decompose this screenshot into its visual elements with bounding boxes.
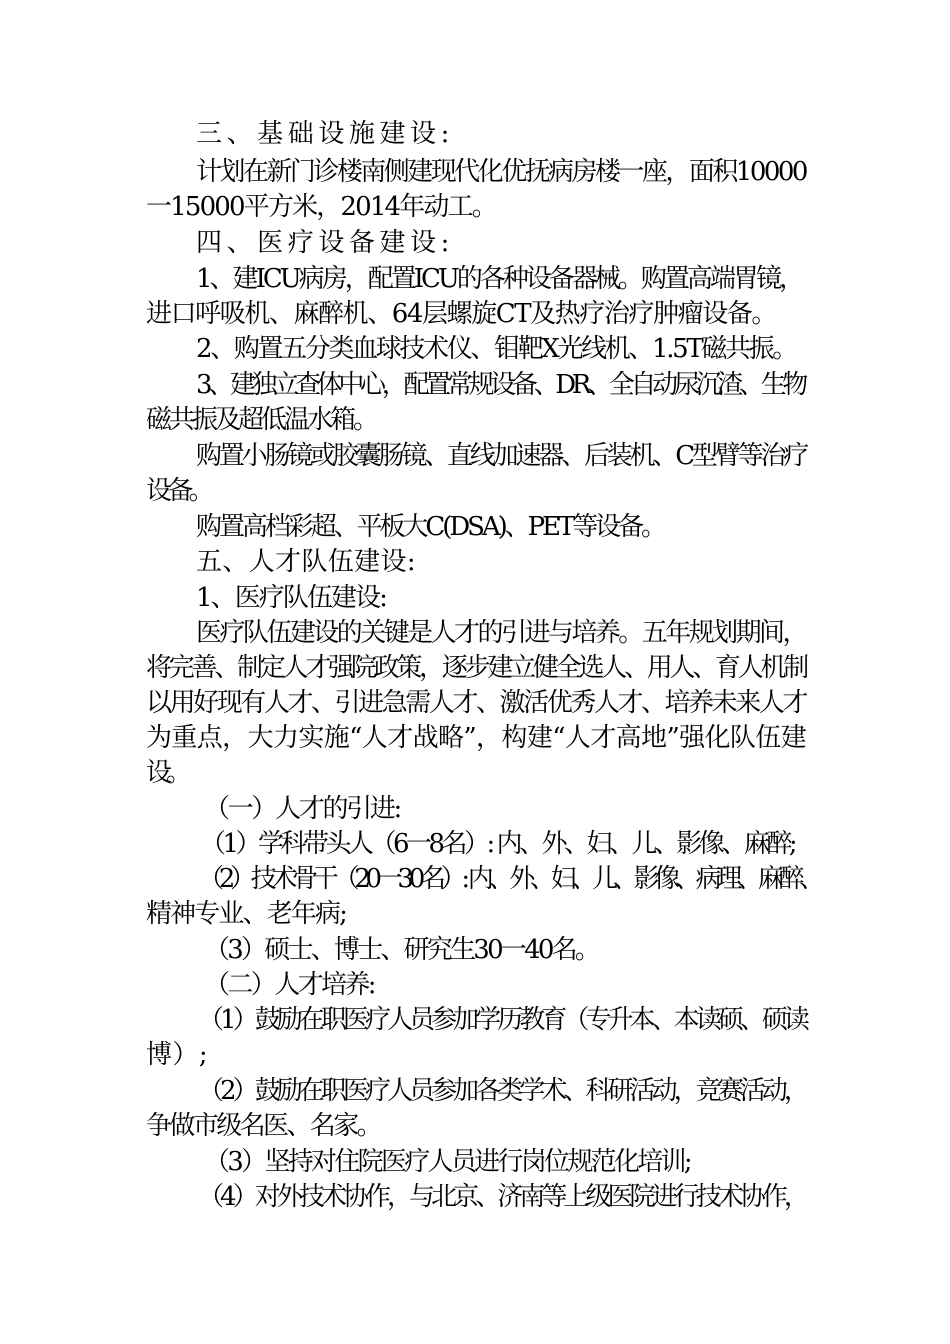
paragraph-line: 3、建独立查体中心，配置常规设备、DR、全自动尿沉渣、生物	[196, 370, 804, 400]
paragraph-line: 一15000平方米，2014年动工。	[146, 192, 496, 222]
paragraph-line: 计划在新门诊楼南侧建现代化优抚病房楼一座，面积10000	[196, 157, 806, 187]
paragraph-line: 精神专业、老年病;	[146, 899, 347, 929]
paragraph-line: （3）坚持对住院医疗人员进行岗位规范化培训;	[204, 1147, 690, 1177]
paragraph-line: 2、购置五分类血球技术仪、钼靶X光线机、1.5T磁共振。	[196, 334, 796, 364]
paragraph-line: （1）学科带头人（6一8名）: 内、外、妇、儿、影像、麻醉;	[200, 829, 795, 859]
paragraph-line: （3）硕士、博士、研究生30一40名。	[204, 935, 599, 965]
paragraph-line: 以用好现有人才、引进急需人才、激活优秀人才、培养未来人才	[146, 688, 806, 718]
subheading-talent-introduction: （一）人才的引进:	[204, 794, 400, 824]
heading-medical-equipment: 四、医疗设备建设:	[196, 228, 454, 258]
paragraph-line: 将完善、制定人才强院政策，逐步建立健全选人、用人、育人机制	[146, 653, 807, 683]
paragraph-line: 设备。	[146, 476, 210, 506]
heading-talent-team: 五、人才队伍建设:	[196, 547, 416, 577]
paragraph-line: 设。	[146, 758, 187, 788]
paragraph-line: 博）;	[146, 1040, 208, 1070]
paragraph-line: （4）对外技术协作，与北京、济南等上级医院进行技术协作，	[198, 1182, 806, 1212]
paragraph-line: 购置高档彩超、平板大C(DSA)、PET等设备。	[196, 512, 664, 542]
heading-infrastructure: 三、基础设施建设:	[196, 119, 454, 149]
paragraph-line: 购置小肠镜或胶囊肠镜、直线加速器、后装机、C型臂等治疗	[196, 441, 807, 471]
subheading-talent-training: （二）人才培养:	[204, 970, 374, 1000]
paragraph-line: 医疗队伍建设的关键是人才的引进与培养。五年规划期间，	[196, 618, 806, 648]
paragraph-line: 1、建ICU病房，配置ICU的各种设备器械。购置高端胃镜，	[196, 264, 802, 294]
paragraph-line: （1）鼓励在职医疗人员参加学历教育（专升本、本读硕、硕读	[198, 1005, 806, 1035]
paragraph-line: 磁共振及超低温水箱。	[146, 405, 377, 435]
paragraph-line: （2）鼓励在职医疗人员参加各类学术、科研活动，竞赛活动，	[198, 1076, 806, 1106]
paragraph-line: （2）技术骨干（20一30名）: 内、外、妇、儿、影像、病理、麻醉、	[198, 864, 820, 894]
paragraph-line: 为重点，大力实施“人才战略”，构建“人才高地”强化队伍建	[146, 723, 807, 753]
paragraph-line: 进口呼吸机、麻醉机、64层螺旋CT及热疗治疗肿瘤设备。	[146, 299, 776, 329]
paragraph-line: 争做市级名医、名家。	[146, 1111, 381, 1141]
subheading-medical-team: 1、医疗队伍建设:	[196, 583, 387, 613]
